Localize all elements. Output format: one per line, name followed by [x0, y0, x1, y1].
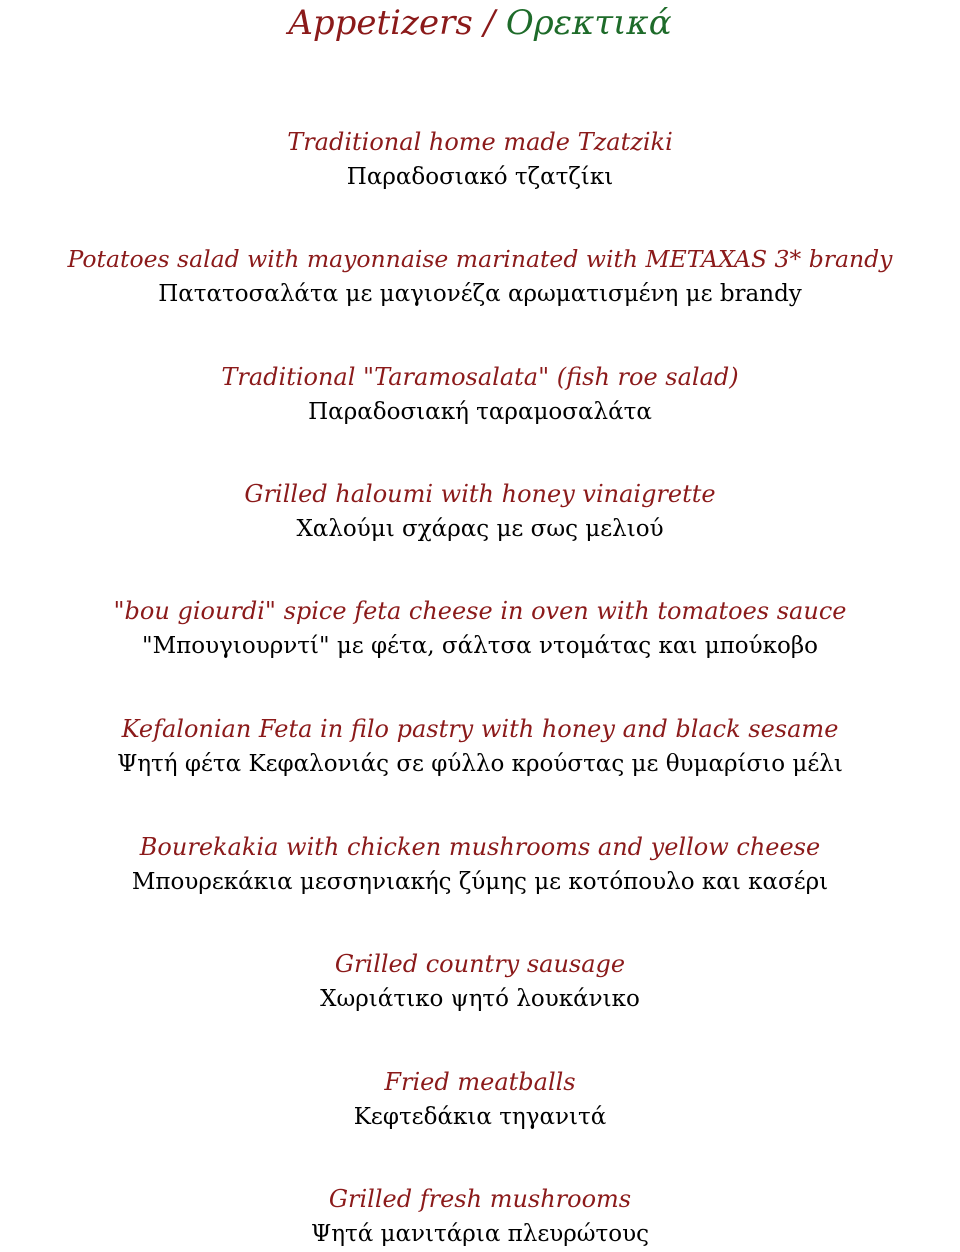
menu-item	[0, 946, 960, 1016]
page-title	[0, 0, 960, 46]
title-greek: Ορεκτικά	[505, 3, 672, 43]
item-name-greek: Κεφτεδάκια τηγανιτά	[353, 1104, 607, 1130]
item-name-english: Bourekakia with chicken mushrooms and yellow cheese	[139, 833, 821, 861]
menu-item	[0, 829, 960, 899]
item-name-greek: Παραδοσιακό τζατζίκι	[346, 164, 614, 190]
item-name-greek: Χαλούμι σχάρας με σως μελιού	[296, 516, 664, 542]
item-name-english: Traditional home made Tzatziki	[287, 128, 673, 156]
item-name-english: Traditional "Taramosalata" (fish roe salad)	[221, 363, 739, 391]
menu-item	[0, 1064, 960, 1134]
item-name-english: Potatoes salad with mayonnaise marinated with METAXAS 3* brandy	[67, 245, 893, 273]
item-name-english: Grilled country sausage	[334, 950, 626, 978]
item-name-english: Grilled haloumi with honey vinaigrette	[244, 480, 716, 508]
item-name-english: Fried meatballs	[384, 1068, 576, 1096]
menu-item	[0, 241, 960, 311]
item-name-greek: Ψητά μανιτάρια πλευρώτους	[311, 1221, 649, 1247]
item-name-english: Grilled fresh mushrooms	[328, 1185, 632, 1213]
item-name-greek: Πατατοσαλάτα με μαγιονέζα αρωματισμένη με brandy	[158, 281, 802, 307]
item-name-greek: Ψητή φέτα Κεφαλονιάς σε φύλλο κρούστας με θυμαρίσιο μέλι	[117, 751, 843, 777]
item-name-greek: Παραδοσιακή ταραμοσαλάτα	[308, 399, 652, 425]
item-name-greek: "Μπουγιουρντί" με φέτα, σάλτσα ντομάτας και μπούκοβο	[142, 633, 818, 659]
item-name-english: Kefalonian Feta in filo pastry with honey and black sesame	[121, 715, 839, 743]
menu-item	[0, 124, 960, 194]
item-name-greek: Χωριάτικο ψητό λουκάνικο	[320, 986, 640, 1012]
title-english: Appetizers	[288, 3, 473, 43]
menu-item	[0, 1181, 960, 1251]
item-name-greek: Μπουρεκάκια μεσσηνιακής ζύμης με κοτόπουλο και κασέρι	[131, 869, 829, 895]
item-name-english: "bou giourdi" spice feta cheese in oven with tomatoes sauce	[113, 597, 847, 625]
menu-item	[0, 593, 960, 663]
menu-item	[0, 359, 960, 429]
menu-item	[0, 476, 960, 546]
title-separator: /	[472, 3, 506, 43]
menu-item	[0, 711, 960, 781]
